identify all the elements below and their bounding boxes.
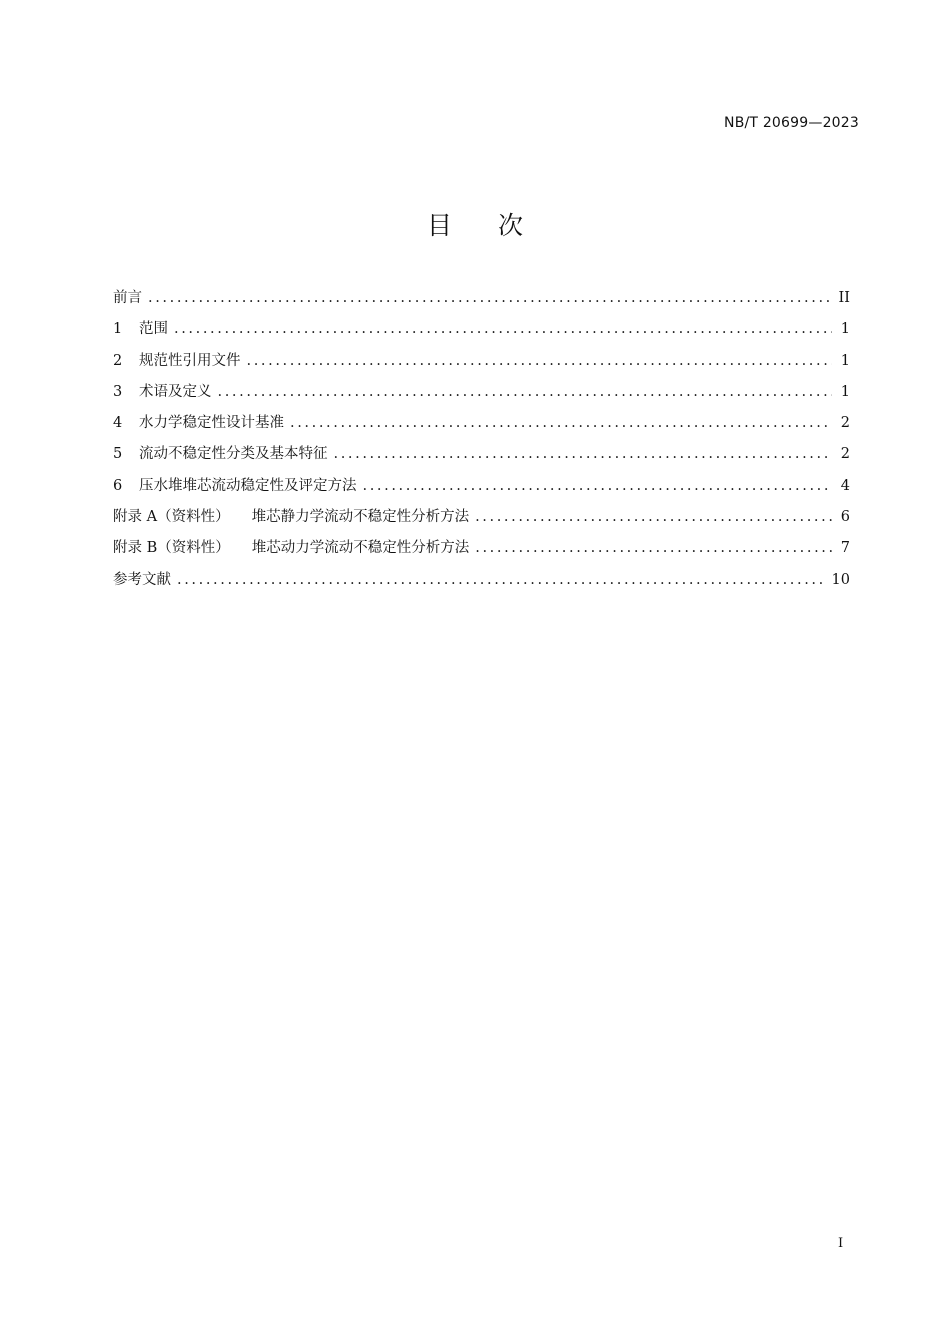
- toc-leader-dots: [475, 533, 832, 564]
- toc-leader-dots: [148, 283, 832, 314]
- toc-entry-page: 4: [840, 477, 850, 494]
- toc-entry-page: 6: [840, 509, 850, 526]
- toc-entry-terms-definitions[interactable]: [113, 377, 850, 408]
- toc-leader-dots: [363, 471, 833, 502]
- toc-entry-label: 前言: [113, 290, 142, 306]
- toc-entry-label: 参考文献: [113, 571, 171, 588]
- toc-entry-page: 7: [840, 540, 850, 557]
- toc-entry-label: 范围: [139, 321, 168, 338]
- toc-leader-dots: [334, 439, 833, 470]
- toc-entry-label: 附录 A（资料性）: [113, 509, 230, 526]
- toc-entry-number: 5: [113, 446, 123, 463]
- toc-entry-subtitle: 堆芯静力学流动不稳定性分析方法: [251, 509, 470, 526]
- toc-entry-number: 6: [113, 477, 123, 494]
- toc-entry-label: 水力学稳定性设计基准: [139, 415, 284, 432]
- toc-leader-dots: [247, 346, 833, 377]
- toc-entry-label: 流动不稳定性分类及基本特征: [139, 446, 328, 463]
- toc-entry-label: 压水堆堆芯流动稳定性及评定方法: [139, 477, 357, 494]
- toc-leader-dots: [174, 314, 832, 345]
- toc-entry-number: 3: [113, 383, 123, 400]
- toc-entry-label: 规范性引用文件: [139, 352, 241, 369]
- toc-entry-appendix-b[interactable]: [113, 533, 850, 564]
- toc-entry-page: 1: [840, 383, 850, 400]
- toc-entry-subtitle: 堆芯动力学流动不稳定性分析方法: [251, 540, 470, 557]
- toc-leader-dots: [290, 408, 832, 439]
- toc-entry-label: 术语及定义: [139, 383, 212, 400]
- toc-entry-page: 2: [840, 446, 850, 463]
- toc-entry-bibliography[interactable]: [113, 565, 850, 596]
- toc-entry-appendix-a[interactable]: [113, 502, 850, 533]
- toc-leader-dots: [475, 502, 832, 533]
- toc-title: 目次: [426, 211, 569, 240]
- toc-list: [113, 283, 850, 596]
- page-folio: I: [838, 1236, 844, 1251]
- toc-entry-instability-classification[interactable]: [113, 439, 850, 470]
- toc-entry-page: 2: [840, 415, 850, 432]
- toc-entry-normative-references[interactable]: [113, 346, 850, 377]
- toc-leader-dots: [218, 377, 833, 408]
- toc-entry-number: 1: [113, 321, 123, 338]
- toc-entry-scope[interactable]: [113, 314, 850, 345]
- toc-entry-page: 1: [840, 352, 850, 369]
- document-code: NB/T 20699—2023: [724, 115, 859, 131]
- toc-entry-page: II: [838, 290, 850, 306]
- toc-entry-page: 10: [831, 571, 850, 588]
- toc-entry-number: 4: [113, 415, 123, 432]
- toc-entry-foreword[interactable]: [113, 283, 850, 314]
- toc-entry-number: 2: [113, 352, 123, 369]
- toc-leader-dots: [177, 565, 826, 596]
- toc-entry-design-basis[interactable]: [113, 408, 850, 439]
- toc-entry-page: 1: [840, 321, 850, 338]
- toc-entry-label: 附录 B（资料性）: [113, 540, 230, 557]
- toc-entry-pwr-core-stability[interactable]: [113, 471, 850, 502]
